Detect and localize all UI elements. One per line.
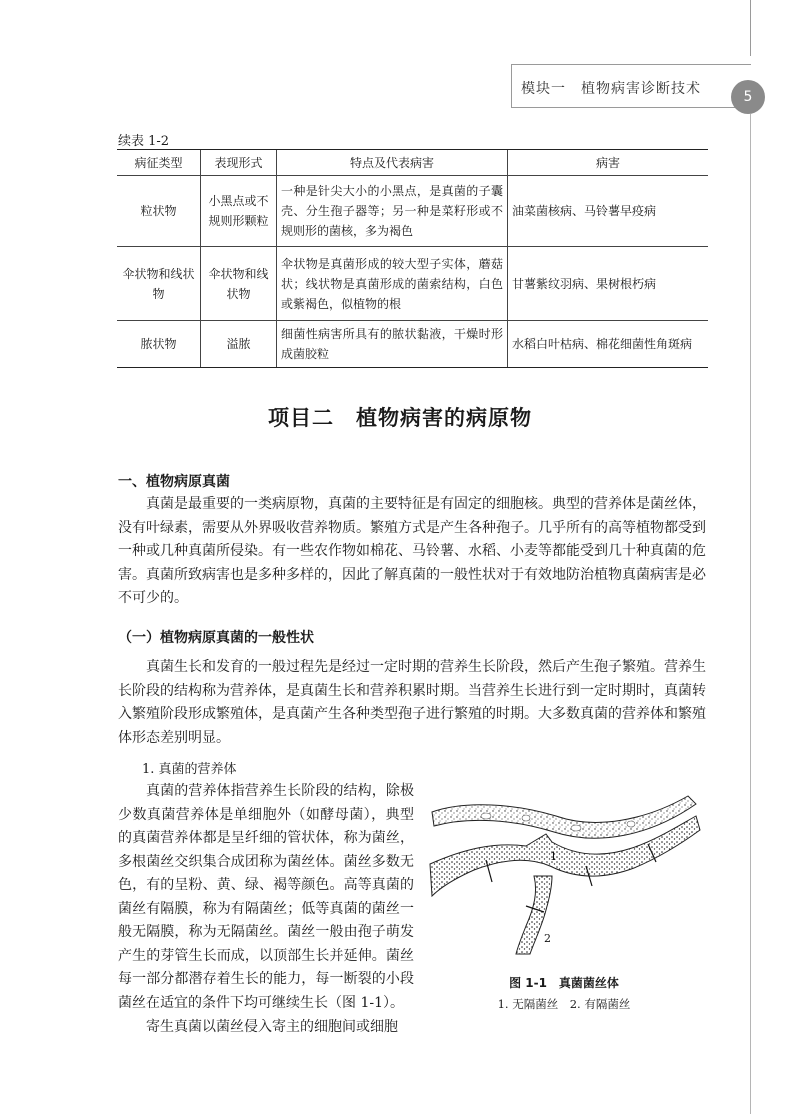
module-title: 模块一 植物病害诊断技术	[521, 81, 701, 97]
table-cell: 溢脓	[201, 321, 277, 368]
figure-title: 图 1-1 真菌菌丝体	[509, 976, 619, 990]
column-header: 病害	[508, 150, 709, 176]
hyphae-illustration	[426, 786, 702, 956]
header-rule	[750, 0, 751, 56]
table-row	[117, 321, 708, 368]
figure-label-2: 2	[544, 932, 551, 945]
table-caption: 续表 1-2	[118, 134, 170, 149]
section-heading: 一、植物病原真菌	[118, 474, 230, 490]
margin-rule	[750, 114, 751, 1114]
column-header: 特点及代表病害	[277, 150, 508, 176]
figure-subtitle: 1. 无隔菌丝 2. 有隔菌丝	[497, 997, 631, 1011]
table-cell: 粒状物	[117, 176, 201, 247]
table-cell: 细菌性病害所具有的脓状黏液，干燥时形成菌胶粒	[277, 321, 508, 368]
figure-label-1: 1	[550, 850, 557, 863]
item-title: 1. 真菌的营养体	[142, 762, 237, 777]
paragraph-growth: 真菌生长和发育的一般过程先是经过一定时期的营养生长阶段，然后产生孢子繁殖。营养生长阶段的结构称为营养体，是真菌生长和营养积累时期。当营养生长进行到一定时期时，真菌转入繁殖阶段形成繁殖体，是真菌产生各种类型孢子进行繁殖的时期。大多数真菌的营养体和繁殖体形态差别明显。	[118, 659, 706, 746]
table-header-row	[117, 150, 708, 176]
paragraph-vegetative: 真菌的营养体指营养生长阶段的结构，除极少数真菌营养体是单细胞外（如酵母菌），典型的真菌营养体都是呈纤细的管状体，称为菌丝，多根菌丝交织集合成团称为菌丝体。菌丝多数无色，有的呈粉、黄、绿、褐等颜色。高等真菌的菌丝有隔膜，称为有隔菌丝；低等真菌的菌丝一般无隔膜，称为无隔菌丝。菌丝一般由孢子萌发产生的芽管生长而成，以顶部生长并延伸。菌丝每一部分都潜存着生长的能力，每一断裂的小段菌丝在适宜的条件下均可继续生长（图 1-1）。	[118, 783, 414, 1011]
table-cell: 甘薯紫纹羽病、果树根朽病	[508, 247, 709, 321]
table-cell: 脓状物	[117, 321, 201, 368]
table-cell: 伞状物和线状物	[201, 247, 277, 321]
project-title: 项目二 植物病害的病原物	[268, 406, 532, 430]
table-row	[117, 176, 708, 247]
table-cell: 小黑点或不规则形颗粒	[201, 176, 277, 247]
table-cell: 油菜菌核病、马铃薯早疫病	[508, 176, 709, 247]
table-cell: 伞状物是真菌形成的较大型子实体，蘑菇状；线状物是真菌形成的菌索结构，白色或紫褐色，似植物的根	[277, 247, 508, 321]
aseptate-hypha	[432, 796, 696, 838]
table-cell: 伞状物和线状物	[117, 247, 201, 321]
column-header: 病征类型	[117, 150, 201, 176]
column-header: 表现形式	[201, 150, 277, 176]
table-cell: 一种是针尖大小的小黑点，是真菌的子囊壳、分生孢子器等；另一种是菜籽形或不规则形的菌核，多为褐色	[277, 176, 508, 247]
paragraph-parasitic: 寄生真菌以菌丝侵入寄主的细胞间或细胞	[146, 1019, 398, 1035]
symptom-table	[117, 149, 708, 368]
table-cell: 水稻白叶枯病、棉花细菌性角斑病	[508, 321, 709, 368]
page-number-badge: 5	[731, 80, 765, 114]
subsection-heading: （一）植物病原真菌的一般性状	[118, 630, 314, 646]
septate-hypha	[430, 816, 700, 954]
table-row	[117, 247, 708, 321]
paragraph-intro: 真菌是最重要的一类病原物，真菌的主要特征是有固定的细胞核。典型的营养体是菌丝体，没有叶绿素，需要从外界吸收营养物质。繁殖方式是产生各种孢子。几乎所有的高等植物都受到一种或几种真菌所侵染。有一些农作物如棉花、马铃薯、水稻、小麦等都能受到几十种真菌的危害。真菌所致病害也是多种多样的，因此了解真菌的一般性状对于有效地防治植物真菌病害是必不可少的。	[118, 496, 706, 606]
